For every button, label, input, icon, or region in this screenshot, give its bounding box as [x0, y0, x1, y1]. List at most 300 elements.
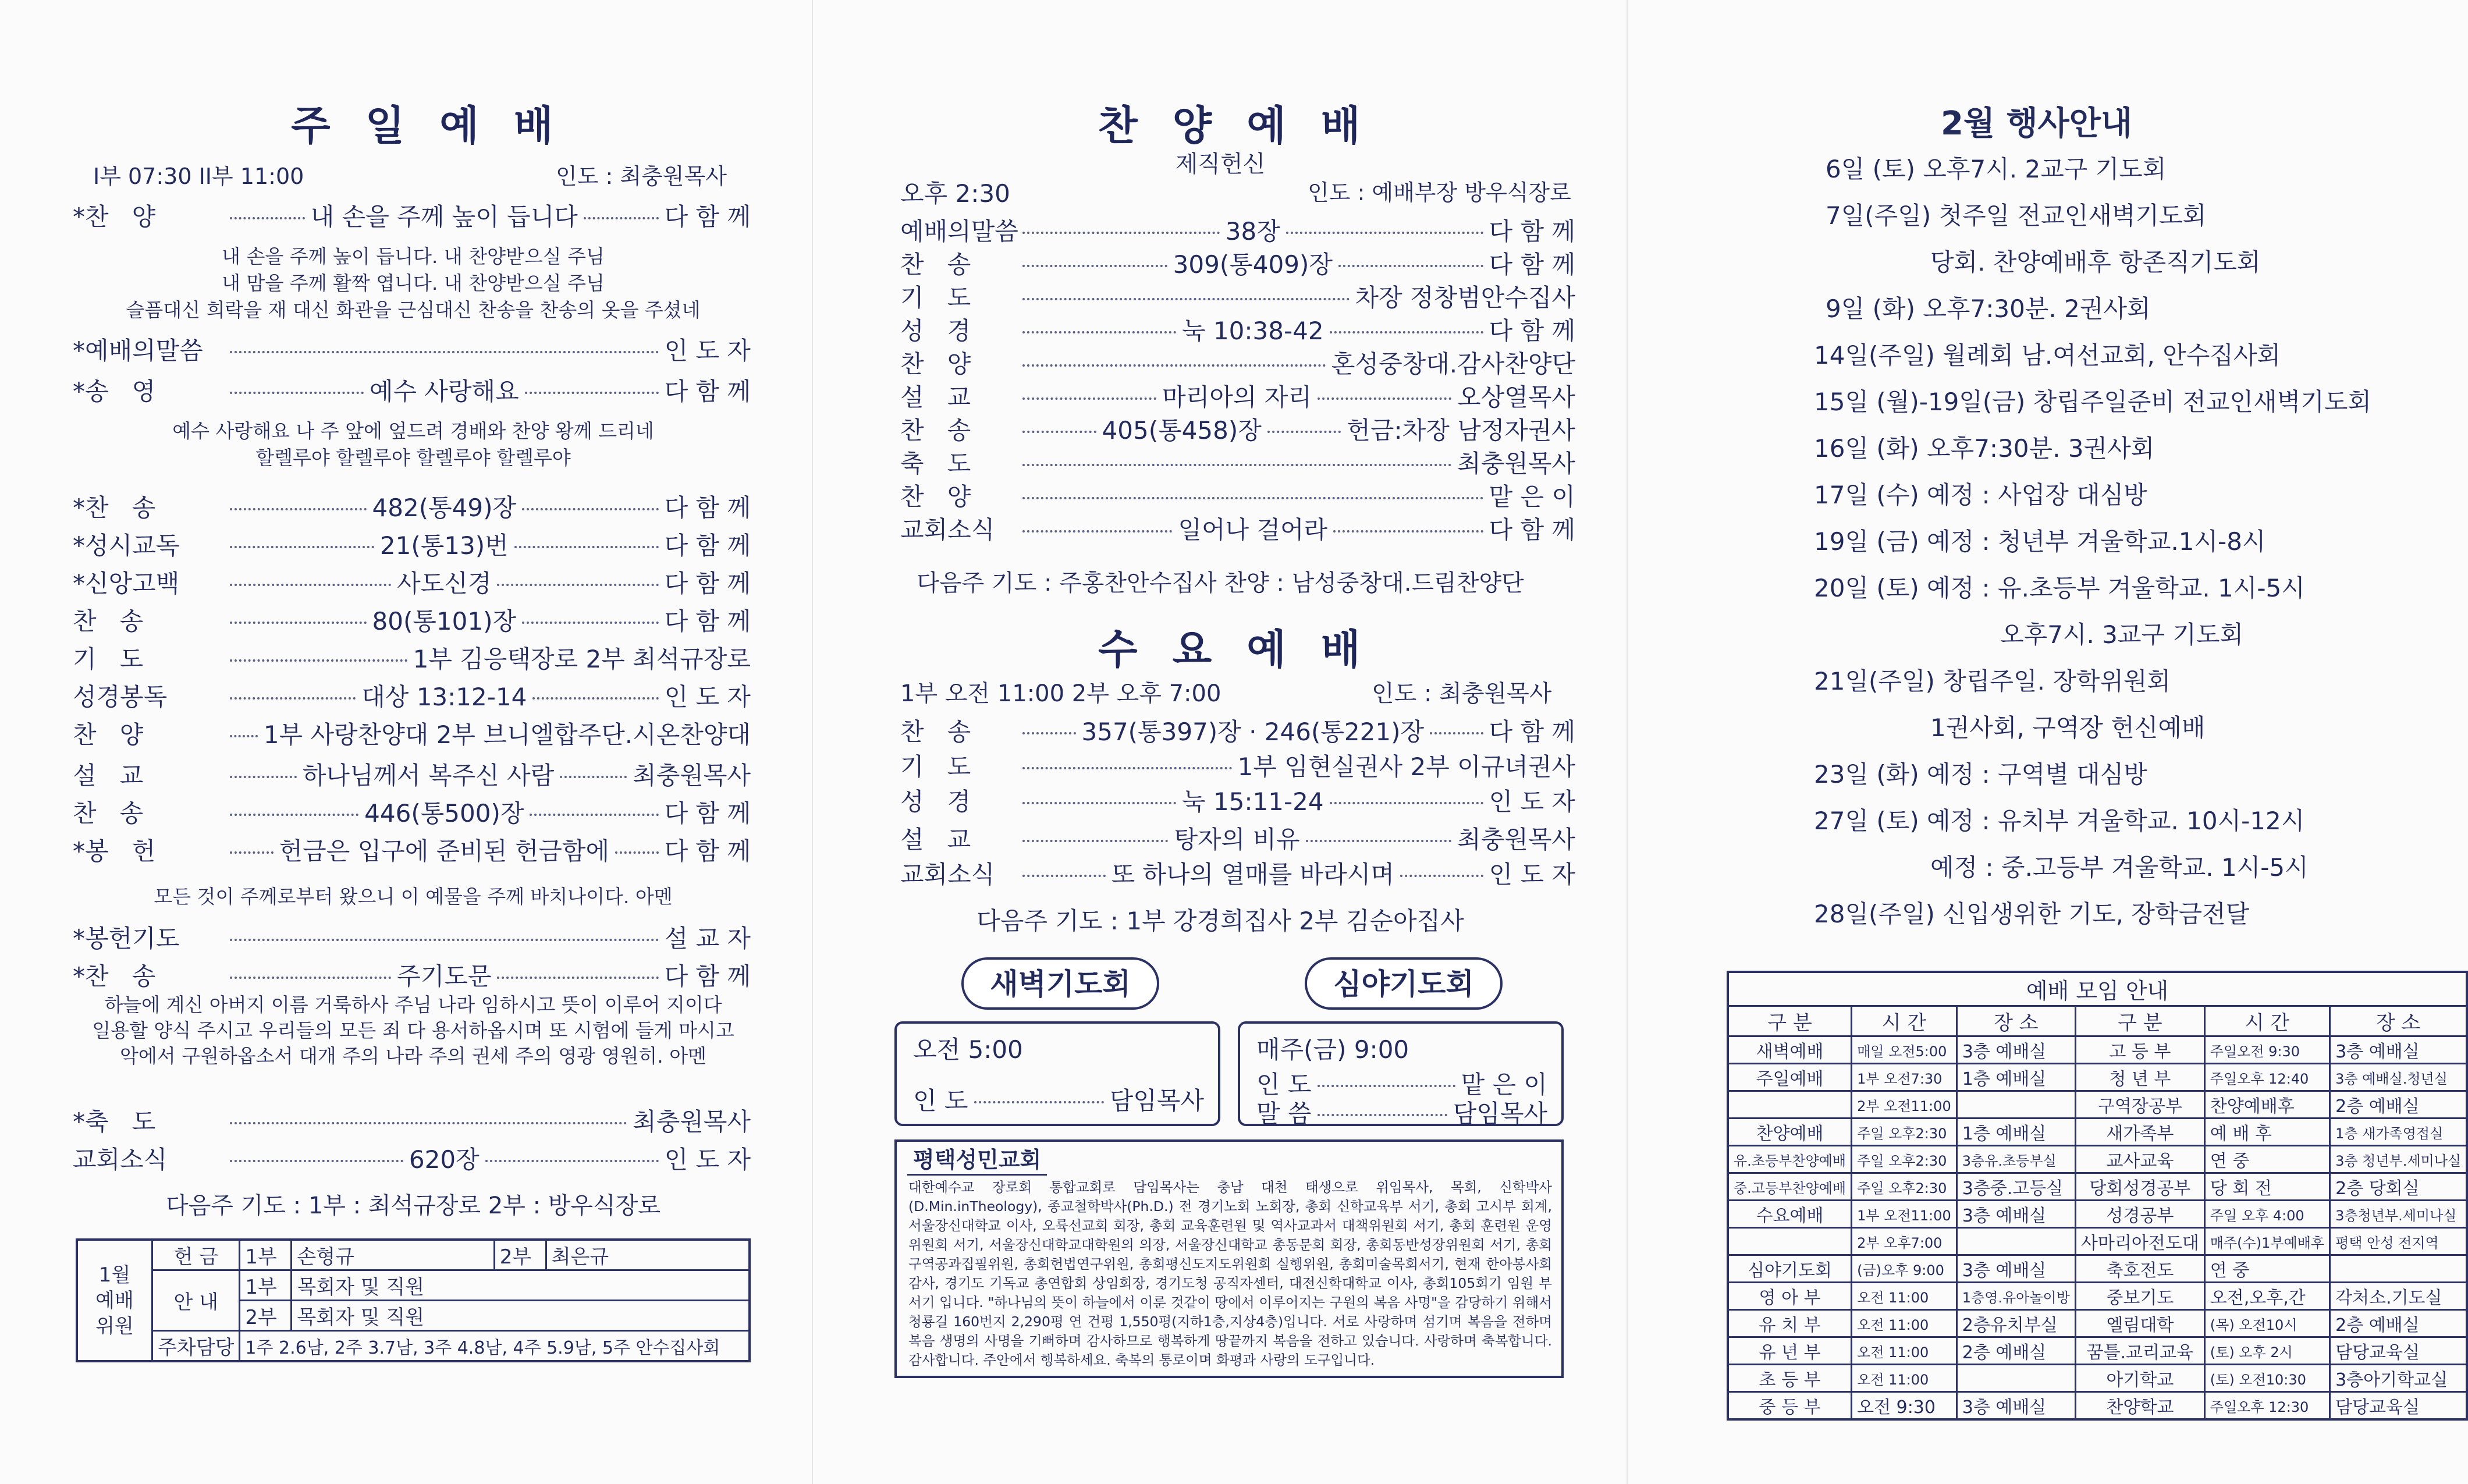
- order-person: 다 함 께: [664, 962, 751, 990]
- night-lead-label: 인 도: [1256, 1070, 1312, 1099]
- order-item: 357(통397)장 · 246(통221)장: [1081, 718, 1425, 746]
- order-row: [73, 489, 751, 524]
- offering-2: 최은규: [546, 1240, 750, 1270]
- leader-dots: [532, 697, 658, 700]
- order-row: [73, 919, 751, 954]
- praise-next: 다음주 기도 : 주홍찬안수집사 찬양 : 남성중창대.드림찬양단: [917, 570, 1524, 597]
- order-item: 헌금은 입구에 준비된 헌금함에: [279, 837, 610, 865]
- order-item: 마리아의 자리: [1162, 383, 1312, 411]
- duty-table: [76, 1238, 751, 1362]
- order-person: 다 함 께: [664, 569, 751, 598]
- schedule-row: [1728, 1091, 2467, 1119]
- schedule-cell: 주일오후 12:30: [2204, 1392, 2329, 1420]
- schedule-cell: [2330, 1255, 2467, 1283]
- schedule-header-cell: 구 분: [1728, 1006, 1852, 1036]
- order-row: [900, 478, 1575, 513]
- order-label: *찬 송: [73, 494, 156, 522]
- schedule-cell: 2층 예배실: [2330, 1310, 2467, 1337]
- schedule-cell: [1956, 1091, 2075, 1119]
- order-row: [73, 198, 751, 233]
- order-row: [900, 378, 1575, 413]
- order-label: *찬 양: [73, 203, 156, 231]
- schedule-cell: 2층 예배실: [2330, 1091, 2467, 1119]
- order-label: 찬 양: [900, 482, 971, 511]
- leader-dots: [1022, 265, 1167, 267]
- schedule-row: [1728, 1228, 2467, 1255]
- event-item: 28일(주일) 신입생위한 기도, 장학금전달: [1814, 900, 2250, 928]
- order-row: [900, 855, 1575, 890]
- order-item: 눅 10:38-42: [1182, 317, 1324, 345]
- leader-dots: [522, 508, 659, 510]
- order-item: 대상 13:12-14: [361, 683, 527, 711]
- order-person: 1부 임현실권사 2부 이규녀권사: [1237, 752, 1575, 781]
- order-label: 찬 송: [73, 799, 144, 828]
- leader-dots: [525, 392, 659, 394]
- order-label: *송 영: [73, 377, 156, 406]
- schedule-header-cell: 장 소: [1956, 1006, 2075, 1036]
- schedule-cell: [1956, 1228, 2075, 1255]
- schedule-cell: 3층 예배실: [2330, 1036, 2467, 1064]
- order-person: 오상열목사: [1457, 383, 1576, 411]
- schedule-cell: 1층영.유아놀이방: [1956, 1283, 2075, 1310]
- schedule-cell: 영 아 부: [1728, 1283, 1852, 1310]
- leader-dots: [560, 776, 627, 778]
- leader-dots: [1430, 732, 1483, 734]
- order-person: 혼성중창대.감사찬양단: [1331, 350, 1575, 378]
- schedule-header-cell: 구 분: [2075, 1006, 2204, 1036]
- order-item: 309(통409)장: [1173, 250, 1333, 279]
- order-label: 교회소식: [73, 1145, 168, 1174]
- leader-dots: [584, 217, 659, 219]
- sunday-title: 주일예배: [291, 102, 588, 150]
- leader-dots: [1267, 431, 1341, 433]
- schedule-cell: (토) 오후 2시: [2204, 1337, 2329, 1365]
- events-title: 2월 행사안내: [1941, 105, 2132, 143]
- order-row: [73, 716, 751, 751]
- order-row: [73, 565, 751, 599]
- leader-dots: [230, 776, 297, 778]
- order-person: 설 교 자: [664, 924, 751, 953]
- order-label: 설 교: [73, 761, 144, 790]
- order-label: 교회소식: [900, 516, 995, 544]
- part-label: 1부: [240, 1270, 292, 1301]
- leader-dots: [230, 1160, 403, 1162]
- event-item: 19일 (금) 예정 : 청년부 겨울학교.1시-8시: [1814, 527, 2266, 556]
- schedule-cell: 매주(수)1부예배후: [2204, 1228, 2329, 1255]
- order-person: 다 함 께: [1489, 217, 1575, 246]
- leader-dots: [230, 392, 364, 394]
- dawn-box: [894, 1021, 1220, 1126]
- order-row: [73, 794, 751, 829]
- schedule-cell: 주일 오후 4:00: [2204, 1201, 2329, 1228]
- order-label: *축 도: [73, 1107, 156, 1136]
- schedule-cell: [1728, 1228, 1852, 1255]
- church-name: 평택성민교회: [907, 1142, 1047, 1176]
- schedule-cell: 주일예배: [1728, 1064, 1852, 1091]
- event-item: 21일(주일) 창립주일. 장학위원회: [1814, 667, 2171, 695]
- leader-dots: [497, 584, 658, 586]
- leader-dots: [230, 508, 367, 510]
- leader-dots: [1330, 331, 1483, 333]
- order-row: [900, 312, 1575, 347]
- sunday-leader: 인도 : 최충원목사: [556, 164, 727, 189]
- schedule-cell: (목) 오전10시: [2204, 1310, 2329, 1337]
- schedule-cell: 주일 오후2:30: [1852, 1119, 1957, 1146]
- event-item: 당회. 찬양예배후 항존직기도회: [1930, 248, 2261, 276]
- schedule-cell: 아기학교: [2075, 1365, 2204, 1392]
- schedule-cell: 오전 11:00: [1852, 1365, 1957, 1392]
- schedule-row: [1728, 1310, 2467, 1337]
- order-person: 인 도 자: [664, 1145, 751, 1174]
- event-item: 20일 (토) 예정 : 유.초등부 겨울학교. 1시-5시: [1814, 574, 2305, 602]
- schedule-cell: 2층 당회실: [2330, 1173, 2467, 1201]
- order-label: 설 교: [900, 383, 971, 411]
- order-row: [900, 279, 1575, 314]
- part-label: 2부: [494, 1240, 546, 1270]
- leader-dots: [230, 1122, 627, 1124]
- schedule-cell: 3층 예배실: [1956, 1201, 2075, 1228]
- order-row: [73, 640, 751, 675]
- lords-prayer: [76, 992, 751, 1069]
- schedule-row: [1728, 1119, 2467, 1146]
- order-person: 최충원목사: [633, 1107, 751, 1136]
- event-item: 27일 (토) 예정 : 유치부 겨울학교. 10시-12시: [1814, 807, 2305, 835]
- order-label: 찬 양: [900, 350, 971, 378]
- schedule-cell: 평택 안성 전지역: [2330, 1228, 2467, 1255]
- duty-side-line: 1월: [98, 1263, 131, 1287]
- leader-dots: [230, 977, 391, 979]
- order-label: *봉 헌: [73, 837, 156, 865]
- schedule-cell: 3층유.초등부실: [1956, 1146, 2075, 1173]
- schedule-cell: 2부 오후7:00: [1852, 1228, 1957, 1255]
- order-row: [73, 1141, 751, 1176]
- schedule-cell: 오전 11:00: [1852, 1310, 1957, 1337]
- order-item: 내 손을 주께 높이 듭니다: [310, 203, 578, 231]
- order-label: *찬 송: [73, 962, 156, 990]
- schedule-cell: 연 중: [2204, 1255, 2329, 1283]
- schedule-cell: 3층 예배실: [1956, 1255, 2075, 1283]
- schedule-row: [1728, 1337, 2467, 1365]
- schedule-cell: 각처소.기도실: [2330, 1283, 2467, 1310]
- order-person: 최충원목사: [1457, 825, 1575, 854]
- schedule-cell: 3층 예배실: [1956, 1036, 2075, 1064]
- order-item: 일어나 걸어라: [1178, 516, 1328, 544]
- order-row: [73, 527, 751, 562]
- schedule-cell: 주일오후 12:40: [2204, 1064, 2329, 1091]
- schedule-cell: 주일오전 9:30: [2204, 1036, 2329, 1064]
- leader-dots: [1318, 1114, 1447, 1116]
- lyrics-line: 예수 사랑해요 나 주 앞에 엎드려 경배와 찬양 왕께 드리네: [172, 420, 654, 442]
- leader-dots: [230, 735, 258, 737]
- schedule-cell: 2층 예배실: [1956, 1337, 2075, 1365]
- order-row: [73, 678, 751, 713]
- leader-dots: [1318, 397, 1451, 400]
- order-item: 80(통101)장: [372, 607, 517, 636]
- lyrics-2: [76, 418, 751, 471]
- order-label: *성시교독: [73, 531, 180, 560]
- schedule-cell: 꿈틀.교리교육: [2075, 1337, 2204, 1365]
- schedule-cell: 당 회 전: [2204, 1173, 2329, 1201]
- order-label: 성 경: [900, 787, 971, 816]
- leader-dots: [1318, 1085, 1455, 1087]
- schedule-cell: 주일 오후2:30: [1852, 1146, 1957, 1173]
- order-person: 인 도 자: [664, 336, 751, 365]
- order-person: 다 함 께: [1489, 250, 1576, 279]
- order-person: 다 함 께: [1489, 718, 1575, 746]
- schedule-cell: 엘림대학: [2075, 1310, 2204, 1337]
- leader-dots: [230, 659, 407, 662]
- prayer-line: 악에서 구원하옵소서 대개 주의 나라 주의 권세 주의 영광 영원히. 아멘: [120, 1045, 706, 1067]
- lyrics-line: 내 맘을 주께 활짝 엽니다. 내 찬양받으실 주님: [222, 272, 605, 294]
- schedule-header-cell: 시 간: [1852, 1006, 1957, 1036]
- schedule-cell: 3층중.고등실: [1956, 1173, 2075, 1201]
- leader-dots: [1022, 232, 1220, 234]
- order-item: 탕자의 비유: [1174, 825, 1300, 854]
- order-label: 찬 양: [73, 720, 144, 749]
- event-item: 7일(주일) 첫주일 전교인새벽기도회: [1826, 201, 2207, 230]
- schedule-table: [1727, 971, 2468, 1421]
- praise-subtitle: 제직헌신: [1175, 151, 1266, 177]
- schedule-cell: 3층청년부.세미나실: [2330, 1201, 2467, 1228]
- schedule-cell: 새가족부: [2075, 1119, 2204, 1146]
- order-row: [900, 445, 1575, 480]
- event-item: 16일 (화) 오후7:30분. 3권사회: [1814, 434, 2155, 463]
- order-person: 인 도 자: [1489, 860, 1575, 889]
- wednesday-leader: 인도 : 최충원목사: [1372, 680, 1552, 707]
- order-item: 사도신경: [397, 569, 492, 598]
- event-item: 15일 (월)-19일(금) 창립주일준비 전교인새벽기도회: [1814, 388, 2371, 416]
- schedule-cell: 찬양예배: [1728, 1119, 1852, 1146]
- schedule-cell: 예 배 후: [2204, 1119, 2329, 1146]
- leader-dots: [230, 217, 305, 219]
- leader-dots: [1022, 497, 1483, 499]
- order-label: 기 도: [900, 283, 971, 312]
- schedule-cell: 1층 예배실: [1956, 1119, 2075, 1146]
- order-item: 주기도문: [397, 962, 492, 990]
- schedule-cell: 유 년 부: [1728, 1337, 1852, 1365]
- order-label: 성 경: [900, 317, 971, 345]
- part-label: 1부: [240, 1240, 292, 1270]
- order-row: [73, 602, 751, 637]
- schedule-row: [1728, 1064, 2467, 1091]
- schedule-cell: 중.고등부찬양예배: [1728, 1173, 1852, 1201]
- leader-dots: [522, 622, 659, 624]
- order-label: 축 도: [900, 449, 971, 478]
- leader-dots: [530, 814, 658, 816]
- event-item: 17일 (수) 예정 : 사업장 대심방: [1814, 481, 2147, 509]
- order-item: 하나님께서 복주신 사람: [302, 761, 555, 790]
- schedule-cell: 청 년 부: [2075, 1064, 2204, 1091]
- order-label: 설 교: [900, 825, 971, 854]
- night-lead-value: 맡 은 이: [1461, 1070, 1547, 1099]
- order-person: 인 도 자: [1489, 787, 1576, 816]
- schedule-cell: 사마리아전도대: [2075, 1228, 2204, 1255]
- schedule-cell: 중보기도: [2075, 1283, 2204, 1310]
- schedule-row: [1728, 1255, 2467, 1283]
- schedule-cell: 주일 오후2:30: [1852, 1173, 1957, 1201]
- leader-dots: [1400, 875, 1483, 877]
- guide-2: 목회자 및 직원: [292, 1301, 750, 1331]
- leader-dots: [1338, 265, 1483, 267]
- leader-dots: [1306, 840, 1451, 842]
- schedule-cell: 유 치 부: [1728, 1310, 1852, 1337]
- leader-dots: [1330, 802, 1483, 804]
- schedule-cell: 오전 9:30: [1852, 1392, 1957, 1420]
- order-person: 다 함 께: [664, 607, 751, 636]
- leader-dots: [1022, 397, 1156, 400]
- lyrics-line: 할렐루야 할렐루야 할렐루야 할렐루야: [255, 446, 571, 469]
- schedule-row: [1728, 1173, 2467, 1201]
- order-item: 눅 15:11-24: [1182, 787, 1324, 816]
- schedule-cell: 심야기도회: [1728, 1255, 1852, 1283]
- order-label: *예배의말씀: [73, 336, 203, 365]
- leader-dots: [1022, 530, 1172, 532]
- leader-dots: [230, 939, 659, 941]
- order-row: [900, 748, 1575, 783]
- schedule-row: [1728, 1365, 2467, 1392]
- event-item: 6일 (토) 오후7시. 2교구 기도회: [1826, 155, 2167, 183]
- order-row: [900, 345, 1575, 380]
- leader-dots: [1022, 298, 1350, 300]
- wednesday-next: 다음주 기도 : 1부 강경희집사 2부 김순아집사: [976, 907, 1464, 935]
- schedule-cell: 1부 오전7:30: [1852, 1064, 1957, 1091]
- event-item: 오후7시. 3교구 기도회: [2000, 620, 2244, 649]
- offering-1: 손형규: [292, 1240, 494, 1270]
- dawn-lead-row: [913, 1082, 1204, 1117]
- schedule-row: [1728, 1283, 2467, 1310]
- schedule-cell: 중 등 부: [1728, 1392, 1852, 1420]
- leader-dots: [1022, 732, 1076, 734]
- parking-value: 1주 2.6남, 2주 3.7남, 3주 4.8남, 4주 5.9남, 5주 안수집사회: [240, 1331, 750, 1362]
- schedule-cell: 담당교육실: [2330, 1337, 2467, 1365]
- order-person: 인 도 자: [664, 683, 751, 711]
- schedule-cell: 축호전도: [2075, 1255, 2204, 1283]
- schedule-cell: 새벽예배: [1728, 1036, 1852, 1064]
- schedule-cell: (금)오후 9:00: [1852, 1255, 1957, 1283]
- offering-note: 모든 것이 주께로부터 왔으니 이 예물을 주께 바치나이다. 아멘: [154, 885, 673, 908]
- leader-dots: [1333, 530, 1483, 532]
- order-row: [900, 212, 1575, 247]
- dawn-lead-value: 담임목사: [1109, 1087, 1204, 1115]
- order-person: 다 함 께: [1489, 317, 1576, 345]
- leader-dots: [485, 1160, 659, 1162]
- leader-dots: [230, 584, 391, 586]
- leader-dots: [1022, 875, 1106, 877]
- schedule-row: [1728, 1146, 2467, 1173]
- schedule-cell: 교사교육: [2075, 1146, 2204, 1173]
- schedule-cell: 오전 11:00: [1852, 1283, 1957, 1310]
- order-person: 맡 은 이: [1489, 482, 1575, 511]
- night-word-label: 말 씀: [1256, 1099, 1312, 1128]
- schedule-cell: (토) 오전10:30: [2204, 1365, 2329, 1392]
- guide-1: 목회자 및 직원: [292, 1270, 750, 1301]
- order-label: *봉헌기도: [73, 924, 180, 953]
- leader-dots: [1286, 232, 1483, 234]
- prayer-line: 하늘에 계신 아버지 이름 거룩하사 주님 나라 임하시고 뜻이 이루어 지이다: [104, 993, 722, 1016]
- order-row: [900, 511, 1575, 546]
- schedule-cell: 당회성경공부: [2075, 1173, 2204, 1201]
- leader-dots: [1022, 767, 1232, 769]
- order-person: 1부 김응택장로 2부 최석규장로: [413, 645, 751, 673]
- schedule-title: 예배 모임 안내: [1728, 972, 2467, 1006]
- schedule-cell: 찬양학교: [2075, 1392, 2204, 1420]
- schedule-cell: 3층 청년부.세미나실: [2330, 1146, 2467, 1173]
- lyrics-line: 내 손을 주께 높이 듭니다. 내 찬양받으실 주님: [222, 245, 605, 268]
- praise-title: 찬양예배: [1098, 102, 1395, 150]
- schedule-row: [1728, 1036, 2467, 1064]
- order-person: 다 함 께: [664, 494, 751, 522]
- order-row: [73, 372, 751, 407]
- order-item: 38장: [1225, 217, 1280, 246]
- schedule-cell: 매일 오전5:00: [1852, 1036, 1957, 1064]
- schedule-row: [1728, 1201, 2467, 1228]
- lyrics-1: [76, 243, 751, 324]
- dawn-lead-label: 인 도: [913, 1087, 968, 1115]
- schedule-cell: 3층 예배실: [1956, 1392, 2075, 1420]
- leader-dots: [230, 697, 356, 700]
- order-item: 620장: [409, 1145, 480, 1174]
- leader-dots: [514, 546, 659, 548]
- order-row: [900, 411, 1575, 446]
- order-person: 헌금:차장 남정자권사: [1347, 416, 1575, 445]
- order-person: 최충원목사: [633, 761, 751, 790]
- guide-label: 안 내: [152, 1270, 240, 1331]
- event-item: 1권사회, 구역장 헌신예배: [1930, 713, 2206, 742]
- leader-dots: [497, 977, 658, 979]
- schedule-cell: 3층아기학교실: [2330, 1365, 2467, 1392]
- wednesday-title: 수요예배: [1098, 626, 1395, 673]
- leader-dots: [1022, 331, 1176, 333]
- events-panel: [1627, 0, 2462, 1484]
- order-label: 교회소식: [900, 860, 995, 889]
- order-label: 찬 송: [900, 718, 971, 746]
- order-label: 기 도: [900, 752, 971, 781]
- schedule-cell: 2층유치부실: [1956, 1310, 2075, 1337]
- order-row: [900, 713, 1575, 748]
- order-person: 1부 사랑찬양대 2부 브니엘합주단.시온찬양대: [263, 720, 751, 749]
- schedule-cell: 1층 예배실: [1956, 1064, 2075, 1091]
- schedule-cell: 찬양예배후: [2204, 1091, 2329, 1119]
- schedule-cell: 수요예배: [1728, 1201, 1852, 1228]
- order-person: 다 함 께: [1489, 516, 1575, 544]
- sunday-time: I부 07:30 II부 11:00: [93, 164, 304, 189]
- order-row: [900, 821, 1575, 855]
- order-person: 최충원목사: [1457, 449, 1575, 478]
- church-intro-box: [894, 1139, 1564, 1378]
- schedule-header: [1728, 1006, 2467, 1036]
- order-row: [73, 1103, 751, 1138]
- leader-dots: [974, 1101, 1104, 1103]
- schedule-cell: 초 등 부: [1728, 1365, 1852, 1392]
- leader-dots: [230, 546, 374, 548]
- order-row: [900, 246, 1575, 281]
- dawn-title: 새벽기도회: [961, 957, 1159, 1010]
- order-item: 예수 사랑해요: [369, 377, 519, 406]
- order-person: 다 함 께: [664, 799, 751, 828]
- schedule-header-cell: 시 간: [2204, 1006, 2329, 1036]
- order-item: 446(통500)장: [364, 799, 524, 828]
- night-box: [1238, 1021, 1564, 1126]
- schedule-row: [1728, 1392, 2467, 1420]
- order-person: 다 함 께: [664, 203, 751, 231]
- offering-label: 헌 금: [152, 1240, 240, 1270]
- order-item: 또 하나의 열매를 바라시며: [1111, 860, 1394, 889]
- schedule-cell: 오전 11:00: [1852, 1337, 1957, 1365]
- order-item: 21(통13)번: [379, 531, 509, 560]
- praise-leader: 인도 : 예배부장 방우식장로: [1308, 180, 1571, 205]
- order-item: 482(통49)장: [372, 494, 517, 522]
- praise-panel: [812, 0, 1628, 1484]
